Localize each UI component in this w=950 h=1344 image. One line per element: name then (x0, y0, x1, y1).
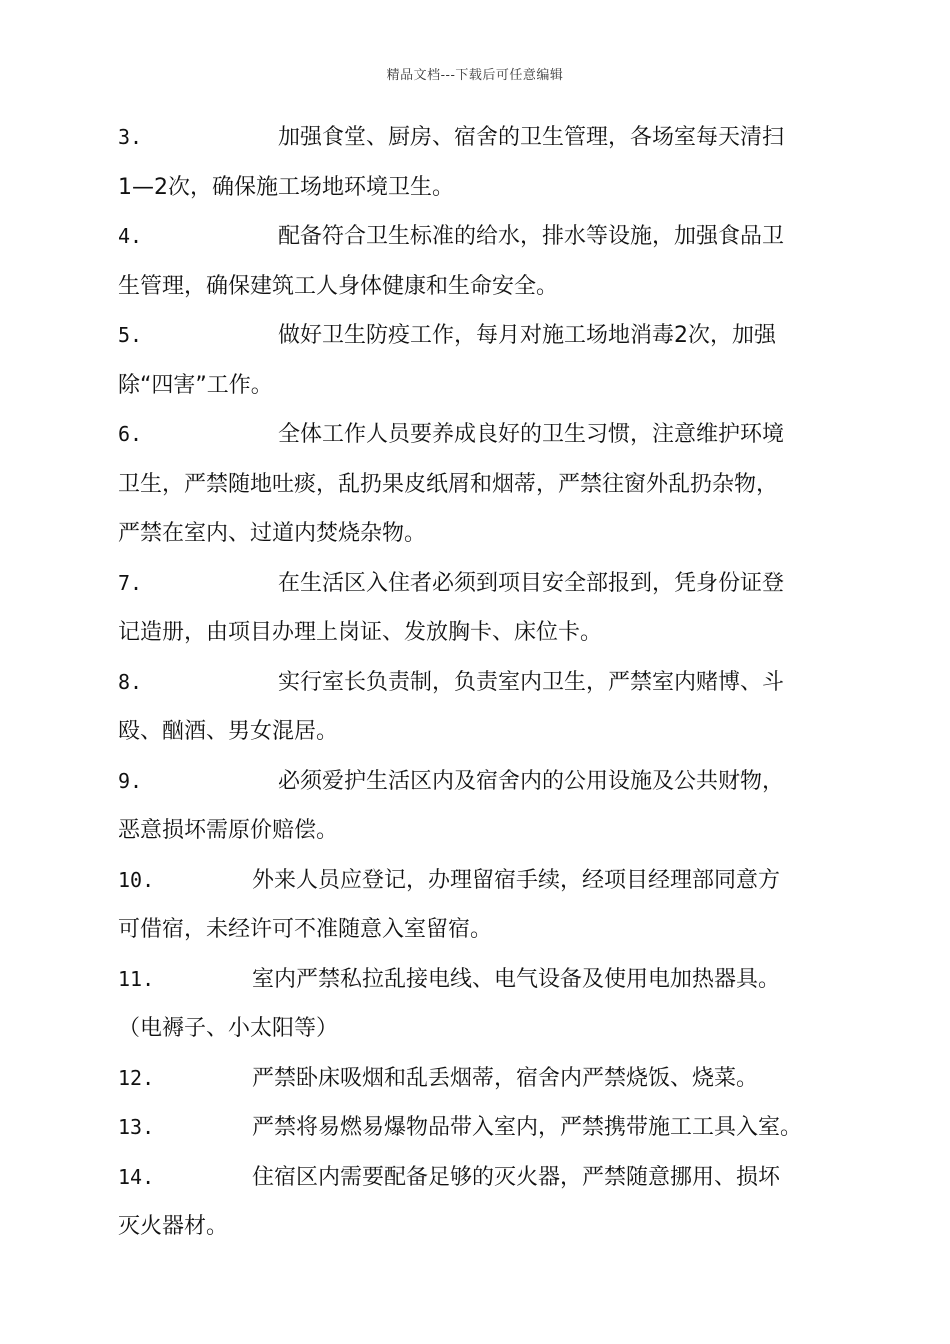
item-continuation: 殴、酗酒、男女混居。 (118, 719, 339, 744)
item-continuation: （电褥子、小太阳等） (118, 1016, 339, 1041)
item-text: 外来人员应登记，办理留宿手续，经项目经理部同意方 (252, 867, 781, 893)
item-text: 必须爱护生活区内及宿舍内的公用设施及公共财物， (278, 768, 785, 794)
list-item (118, 1103, 848, 1153)
item-text: 做好卫生防疫工作，每月对施工场地消毒2次，加强 (278, 323, 776, 348)
item-continuation: 可借宿，未经许可不准随意入室留宿。 (118, 917, 493, 942)
list-item (118, 311, 848, 361)
item-number: 13. (118, 1115, 155, 1139)
list-item (118, 212, 848, 262)
item-number: 11. (118, 966, 155, 991)
list-item (118, 113, 848, 163)
list-item (118, 410, 848, 460)
item-text: 加强食堂、厨房、宿舍的卫生管理，各场室每天清扫 (278, 125, 785, 150)
item-number: 7. (118, 570, 143, 595)
item-text: 在生活区入住者必须到项目安全部报到，凭身份证登 (278, 570, 785, 596)
item-continuation: 生管理，确保建筑工人身体健康和生命安全。 (118, 273, 559, 299)
item-text: 全体工作人员要养成良好的卫生习惯，注意维护环境 (278, 422, 785, 447)
list-item (118, 856, 848, 906)
list-item (118, 658, 848, 708)
item-number: 6. (118, 422, 143, 446)
item-number: 14. (118, 1164, 155, 1189)
item-text: 严禁卧床吸烟和乱丢烟蒂，宿舍内严禁烧饭、烧菜。 (252, 1065, 759, 1091)
item-continuation: 恶意损坏需原价赔偿。 (118, 818, 339, 843)
item-number: 9. (118, 768, 143, 793)
item-continuation: 灭火器材。 (118, 1214, 229, 1239)
item-number: 12. (118, 1065, 155, 1090)
item-continuation: 卫生，严禁随地吐痰，乱扔果皮纸屑和烟蒂，严禁往窗外乱扔杂物， (118, 471, 779, 497)
document-body (118, 113, 848, 1252)
page-header: 精品文档---下载后可任意编辑 (386, 68, 564, 83)
item-continuation: 记造册，由项目办理上岗证、发放胸卡、床位卡。 (118, 620, 603, 645)
item-text: 配备符合卫生标准的给水，排水等设施，加强食品卫 (278, 224, 785, 249)
item-number: 8. (118, 669, 143, 694)
item-continuation: 1—2次，确保施工场地环境卫生。 (118, 174, 454, 200)
item-number: 3. (118, 125, 143, 149)
item-number: 4. (118, 224, 143, 248)
list-item (118, 1054, 848, 1104)
item-text: 住宿区内需要配备足够的灭火器，严禁随意挪用、损坏 (252, 1164, 781, 1190)
list-item (118, 1153, 848, 1203)
item-number: 10. (118, 867, 155, 892)
item-text: 室内严禁私拉乱接电线、电气设备及使用电加热器具。 (252, 966, 781, 992)
list-item (118, 955, 848, 1005)
list-item (118, 757, 848, 807)
list-item (118, 559, 848, 609)
item-continuation: 严禁在室内、过道内焚烧杂物。 (118, 521, 427, 546)
item-text: 严禁将易燃易爆物品带入室内，严禁携带施工工具入室。 (252, 1115, 803, 1140)
item-continuation: 除“四害”工作。 (118, 372, 273, 398)
item-text: 实行室长负责制，负责室内卫生，严禁室内赌博、斗 (278, 669, 785, 695)
item-number: 5. (118, 323, 143, 347)
